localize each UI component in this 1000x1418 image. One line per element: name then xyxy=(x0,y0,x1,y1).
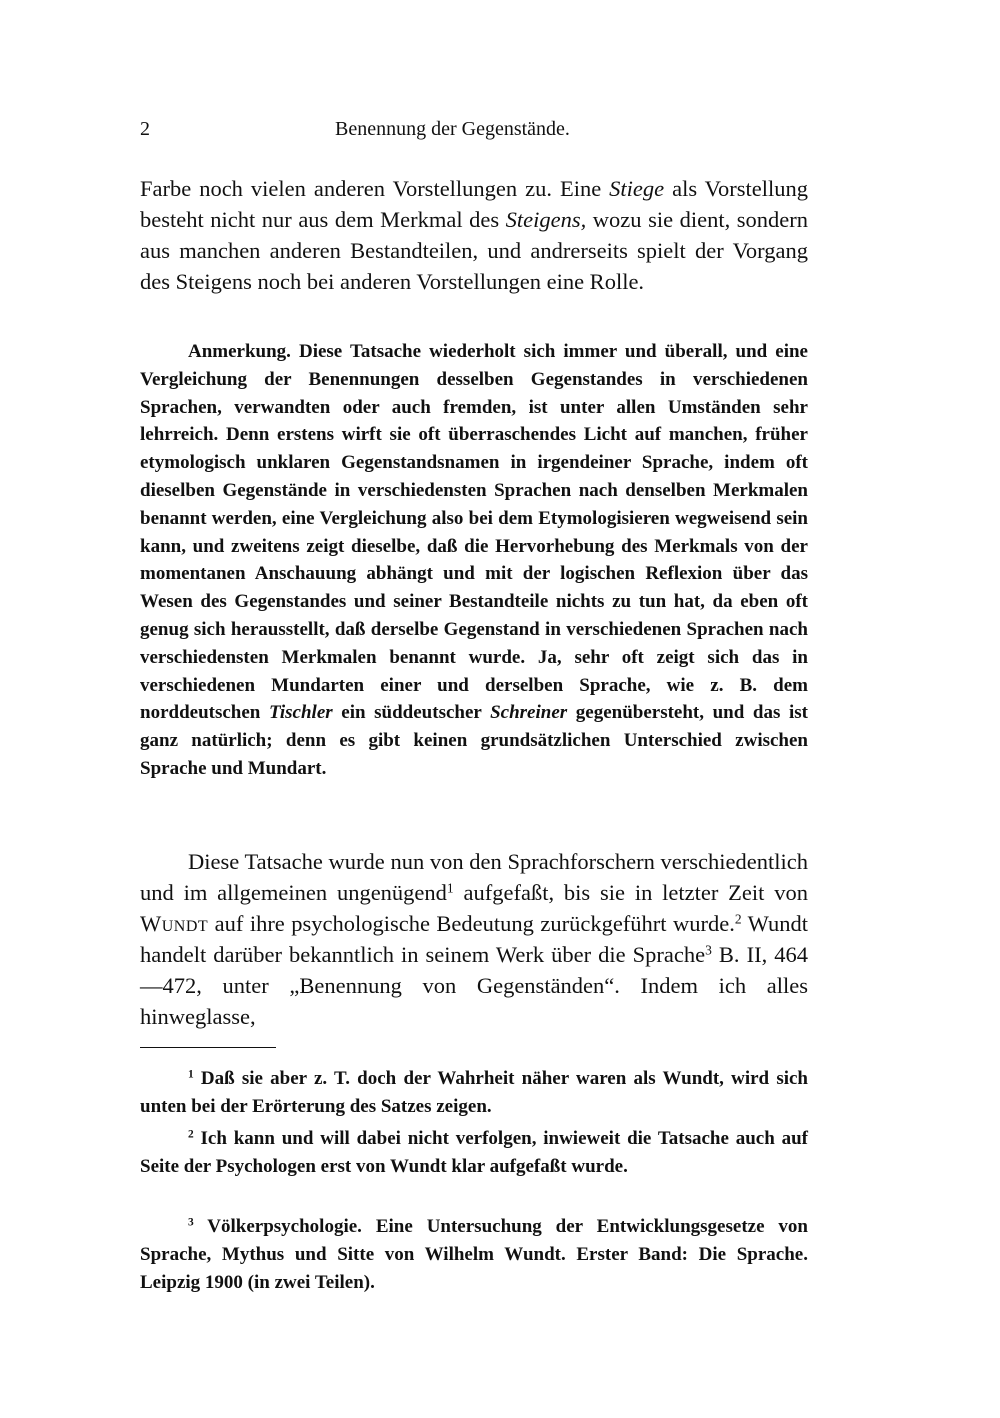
remark-italic-tischler: Tischler xyxy=(268,702,333,724)
paragraph-1-italic-stiege: Stiege xyxy=(609,176,665,201)
footnote-3 xyxy=(140,1213,808,1297)
paragraph-2-text-a: Diese Tatsache wurde nun von den Sprachforschern verschiedentlich und im allgemeinen ungenügend xyxy=(140,849,808,905)
paragraph-1-italic-steigens: Steigens, xyxy=(505,207,587,232)
footnote-3-number: 3 xyxy=(188,1216,194,1229)
running-head: Benennung der Gegenstände. xyxy=(335,118,570,140)
paragraph-1-text-b: als Vorstellung besteht nicht nur aus dem Merkmal des xyxy=(140,176,808,232)
footnote-ref-2[interactable]: 2 xyxy=(734,911,742,927)
footnote-2-text: Ich kann und will dabei nicht verfolgen, inwieweit die Tatsache auch auf Seite der Psychologen erst von Wundt klar aufgefaßt wurde. xyxy=(140,1128,808,1177)
paragraph-2-text-d: Wundt handelt darüber bekanntlich in seinem Werk über die Sprache xyxy=(140,911,808,967)
footnote-2 xyxy=(140,1125,808,1181)
remark-italic-schreiner: Schreiner xyxy=(490,702,568,724)
paragraph-2-text-e: B. II, 464—472, unter „Benennung von Gegenständen“. Indem ich alles hinweglasse, xyxy=(140,942,808,1029)
page-number: 2 xyxy=(140,118,150,140)
footnote-1 xyxy=(140,1065,808,1121)
paragraph-1-text-a: Farbe noch vielen anderen Vorstellungen zu. Eine xyxy=(140,176,610,201)
footnote-3-text: Völkerpsychologie. Eine Untersuchung der Entwicklungsgesetze von Sprache, Mythus und Sitte von Wilhelm Wundt. Erster Band: Die Sprache. Leipzig 1900 (in zwei Teilen). xyxy=(140,1216,808,1293)
paragraph-1 xyxy=(140,173,808,297)
footnote-1-text: Daß sie aber z. T. doch der Wahrheit näher waren als Wundt, wird sich unten bei der Erörterung des Satzes zeigen. xyxy=(140,1068,808,1117)
author-name-smallcaps: Wundt xyxy=(140,911,209,936)
footnote-2-number: 2 xyxy=(188,1128,194,1141)
page-header xyxy=(140,118,808,148)
footnote-ref-1[interactable]: 1 xyxy=(446,880,454,896)
remark-text-c: gegenübersteht, und das ist ganz natürlich; denn es gibt keinen grundsätzlichen Unterschied zwischen Sprache und Mundart. xyxy=(140,702,808,779)
paragraph-2-text-b: aufgefaßt, bis sie in letzter Zeit von xyxy=(453,880,808,905)
remark-note xyxy=(140,338,808,783)
paragraph-1-text-c: wozu sie dient, sondern aus manchen anderen Bestandteilen, und andrerseits spielt der Vorgang des Steigens noch bei anderen Vorstellungen eine Rolle. xyxy=(140,207,808,294)
footnote-ref-3[interactable]: 3 xyxy=(705,942,712,958)
remark-text-b: ein süddeutscher xyxy=(332,702,491,724)
paragraph-2-text-c: auf ihre psychologische Bedeutung zurückgeführt wurde. xyxy=(208,911,735,936)
footnote-1-number: 1 xyxy=(188,1068,194,1081)
remark-text-a: Anmerkung. Diese Tatsache wiederholt sich immer und überall, und eine Vergleichung der Benennungen desselben Gegenstandes in verschiedenen Sprachen, verwandten oder auch fremden, ist unter allen Umständen sehr lehrreich. Denn erstens wirft sie oft überraschendes Licht auf manchen, früher etymologisch unklaren Gegenstandsnamen in irgendeiner Sprache, indem oft dieselben Gegenstände in verschiedensten Sprachen nach denselben Merkmalen benannt werden, eine Vergleichung also bei dem Etymologisieren wegweisend sein kann, und zweitens zeigt dieselbe, daß die Hervorhebung des Merkmals von der momentanen Anschauung abhängt und mit der logischen Reflexion über das Wesen des Gegenstandes und seiner Bestandteile nichts zu tun hat, da eben oft genug sich herausstellt, daß derselbe Gegenstand in verschiedenen Sprachen nach verschiedensten Merkmalen benannt wurde. Ja, sehr oft zeigt sich das in verschiedenen Mundarten einer und derselben Sprache, wie z. B. dem norddeutschen xyxy=(140,341,808,724)
footnote-divider xyxy=(140,1047,276,1048)
paragraph-2 xyxy=(140,846,808,1032)
